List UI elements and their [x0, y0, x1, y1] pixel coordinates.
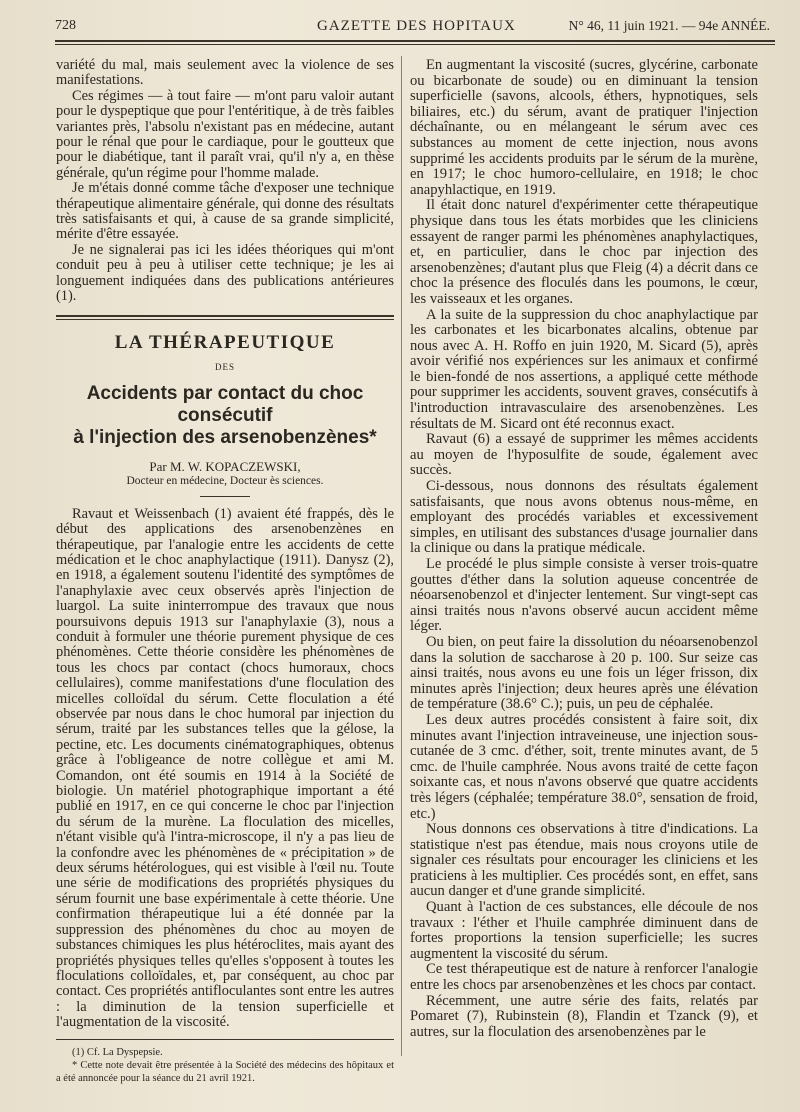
article-body-paragraph: Il était donc naturel d'expérimenter cette thérapeutique physique dans tous les états morbides que les cliniciens essayent de ranger parmi les phénomènes anaphylactiques, et, en particulier, dans le choc par injection des arsenobenzènes; d'autant plus que Fleig (4) a décrit dans ce choc la présence des floculés dans les poumons, le cœur, les vaisseaux et les organes. — [410, 197, 758, 307]
author-titles: Docteur en médecine, Docteur ès sciences. — [126, 475, 324, 488]
article-body-paragraph: Le procédé le plus simple consiste à verser trois-quatre gouttes d'éther dans la solution aqueuse concentrée de néoarsenobenzol et d'injecter lentement. Sur vingt-sept cas ainsi traités nous n'avons observé aucun accident même léger. — [410, 556, 758, 635]
page-header — [55, 16, 770, 40]
article-title-line-2: à l'injection des arsenobenzènes* — [73, 426, 377, 448]
column-divider — [401, 56, 402, 1056]
article-title-line-1: Accidents par contact du choc consécutif — [86, 382, 364, 426]
article-body-paragraph: Ce test thérapeutique est de nature à renforcer l'analogie entre les chocs par arsenobenzènes et les chocs par contact. — [410, 961, 758, 994]
header-rule-thin — [55, 44, 775, 45]
section-rule — [56, 315, 394, 317]
journal-title: GAZETTE DES HOPITAUX — [317, 18, 516, 34]
article-body-paragraph: Ravaut et Weissenbach (1) avaient été frappés, dès le début des applications des arsenobenzènes en thérapeutique, par l'analogie entre les accidents de cette médication et le choc anaphylactique (1911). Danysz (2), en 1918, a également soutenu l'identité des symptômes de l'anaphylaxie avec ceux observés après l'injection de luargol. La suite ininterrompue des travaux que nous poursuivons depuis 1913 sur l'anaphylaxie (3), nous a conduit à formuler une théorie purement physique de ces phénomènes. Cette théorie considère les phénomènes de tous les chocs par contact (chocs humoraux, chocs cellulaires), comme manifestations d'une floculation des micelles colloïdal du sérum. Cette floculation a été observée par nous dans le choc humoral par injection du sérum, traité par les substances telles que la gélose, la pectine, etc. Les documents cinématographiques, obtenus grâce à l'obligeance de notre collègue et ami M. Comandon, ont été soumis en 1914 à la Société de biologie. Un matériel photographique important a été publié en 1917, en ce qui concerne le choc par l'injection du sérum de la murène. La floculation des micelles, n'étant visible qu'à l'intra-microscope, il n'y a pas lieu de la confondre avec les phénomènes de « précipitation » de deux sérums hétérologues, qui est visible à l'œil nu. Toute une série de modifications des propriétés physiques du sérum fournit une base expérimentale à cette théorie. Une confirmation thérapeutique lui a été donnée par la suppression des phénomènes du choc au moyen de substances chimiques les plus hétéroclites, mais ayant des propriétés physiques telles qu'elles s'opposent à toutes les floculations colloïdales, et, par conséquent, au choc par contact. Ces propriétés antifloculantes sont entre les autres : la diminution de la tension superficielle et l'augmentation de la viscosité. — [56, 505, 394, 1031]
footnote: (1) Cf. La Dyspepsie. — [72, 1046, 163, 1058]
article-body-paragraph: Quant à l'action de ces substances, elle découle de nos travaux : l'éther et l'huile camphrée diminuent dans de fortes proportions la tension superficielle; les sucres augmentent la viscosité du sérum. — [410, 899, 758, 962]
intro-paragraph: Ces régimes — à tout faire — m'ont paru valoir autant pour le dyspeptique que pour l'entéritique, à de très faibles variantes près, l'absolu n'existant pas en médecine, autant pour le rénal que pour le cardiaque, pour le goutteux que pour le diabétique, tant il paraît vrai, qu'il n'y a, en thèse générale, qu'un régime pour l'homme malade. — [56, 87, 394, 181]
article-body-paragraph: Ci-dessous, nous donnons des résultats également satisfaisants, que nous avons obtenus nous-même, en employant des procédés variables et excessivement simples, en utilisant des substances d'usage journalier dans la clinique ou dans la pratique médicale. — [410, 478, 758, 557]
page-number: 728 — [55, 18, 76, 33]
header-rule — [55, 40, 775, 42]
footnote-rule — [56, 1039, 394, 1040]
section-title: LA THÉRAPEUTIQUE — [114, 331, 336, 353]
section-subtitle: DES — [214, 361, 235, 372]
article-body-paragraph: Ravaut (6) a essayé de supprimer les mêmes accidents au moyen de l'hyposulfite de soude, également avec succès. — [410, 431, 758, 479]
article-body-paragraph: Ou bien, on peut faire la dissolution du néoarsenobenzol dans la solution de saccharose à 20 p. 100. Sur seize cas ainsi traités, nous avons eu une fois un léger frisson, dix minutes après l'injection; deux heures après une élévation de température (38.6° C.); puis, un peu de céphalée. — [410, 633, 758, 713]
footnote: * Cette note devait être présentée à la Société des médecins des hôpitaux et a été annoncée pour la séance du 21 avril 1921. — [56, 1059, 394, 1084]
intro-paragraph: Je m'étais donné comme tâche d'exposer une technique thérapeutique alimentaire générale, qui donne des résultats très satisfaisants et qui, à cause de sa grande simplicité, mérite d'être essayée. — [56, 180, 394, 243]
section-rule-thin — [56, 319, 394, 320]
article-body-paragraph: Récemment, une autre série des faits, relatés par Pomaret (7), Rubinstein (8), Flandin et Tzanck (9), et autres, sur la floculation des arsenobenzènes par le — [410, 992, 758, 1040]
author-byline: Par M. W. KOPACZEWSKI, — [149, 458, 301, 474]
article-body-paragraph: Les deux autres procédés consistent à faire soit, dix minutes avant l'injection intraveineuse, une injection sous-cutanée de 3 cmc. d'éther, soit, trente minutes avant, de 5 cmc. de l'huile camphrée. Nous avons traité de cette façon soixante cas, et nous n'avons observé que quatre accidents très légers (céphalée; température 38.0°, sensation de froid, etc.) — [410, 711, 758, 822]
intro-paragraph: Je ne signalerai pas ici les idées théoriques qui m'ont conduit peu à peu à utiliser cette technique; je les ai longuement indiquées dans des publications antérieures (1). — [56, 241, 394, 305]
article-body-paragraph: En augmentant la viscosité (sucres, glycérine, carbonate ou bicarbonate de soude) ou en diminuant la tension superficielle (savons, alcools, éthers, hypnotiques, sels biliaires, etc.) du sérum, avant de pratiquer l'injection déchaînante, ou en mélangeant le sérum avec ces substances au moment de cette injection, nous avons supprimé les accidents produits par le sérum de la murène, en 1917; le choc humoro-cellulaire, en 1918; le choc anapyhlactique, en 1919. — [410, 57, 758, 198]
issue-info: N° 46, 11 juin 1921. — 94e ANNÉE. — [568, 18, 770, 33]
byline-rule — [200, 496, 250, 497]
article-body-paragraph: A la suite de la suppression du choc anaphylactique par les carbonates et les bicarbonates alcalins, obtenue par nous avec A. H. Roffo en juin 1920, M. Sicard (5), après avoir vérifié nos expériences sur les animaux et confirmé le bien-fondé de nos assertions, a appliqué cette méthode pour supprimer les accidents, souvent graves, consécutifs à l'introduction intravasculaire des arsenobenzènes. Les résultats de M. Sicard ont été reconnus exact. — [410, 306, 758, 432]
article-body-paragraph: Nous donnons ces observations à titre d'indications. La statistique n'est pas étendue, mais nous croyons utile de signaler ces résultats pour encourager les cliniciens et les praticiens à les multiplier. Ces procédés sont, en effet, sans aucun danger et d'une grande simplicité. — [410, 821, 758, 900]
left-column — [56, 58, 394, 1085]
intro-paragraph: variété du mal, mais seulement avec la violence de ses manifestations. — [56, 57, 394, 89]
right-column — [410, 58, 758, 1040]
